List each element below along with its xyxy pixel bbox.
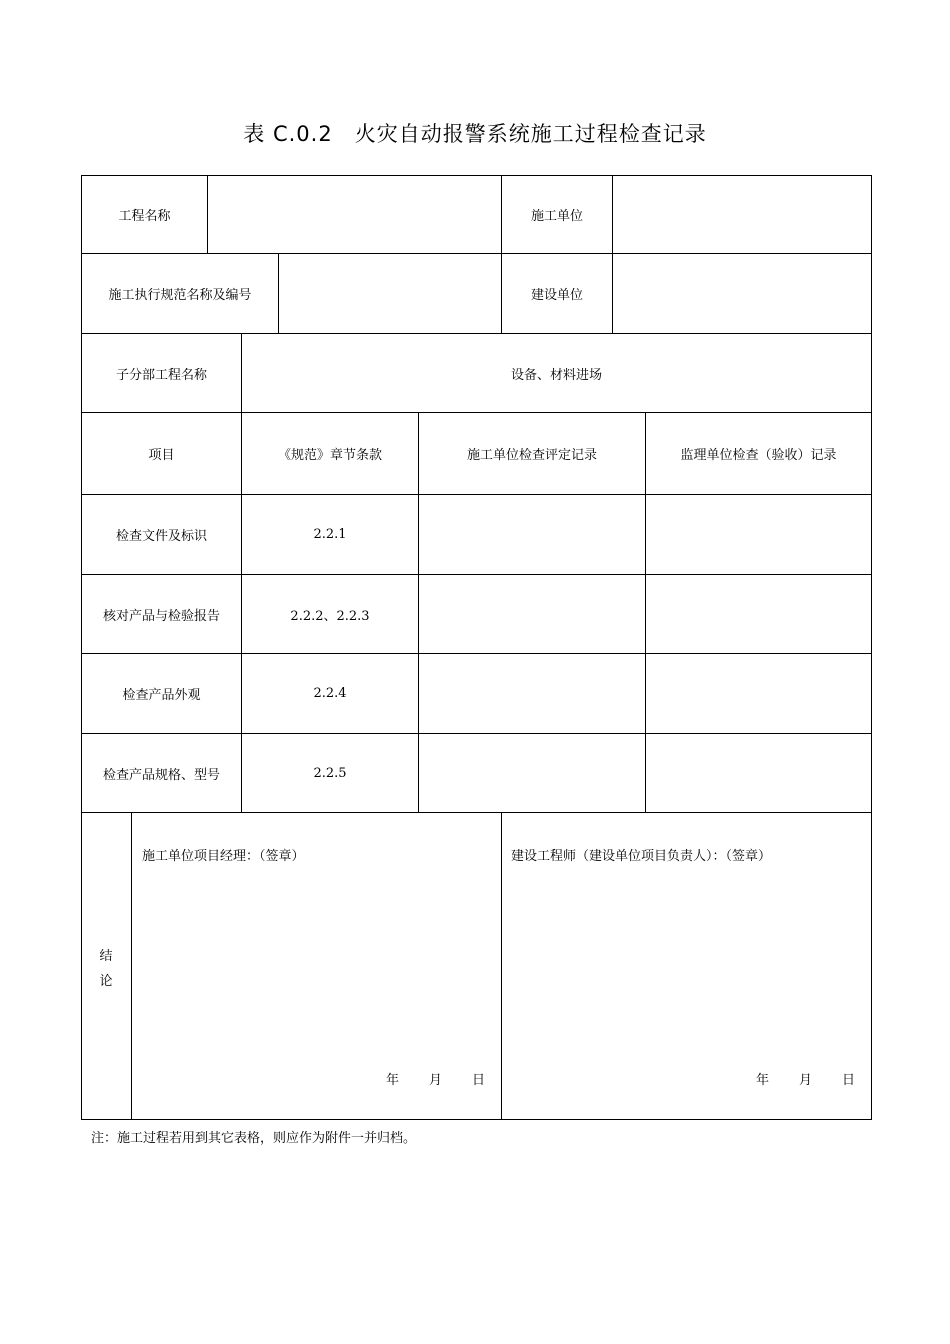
construction-record-field[interactable] [424,520,644,550]
standard-field[interactable] [283,279,501,309]
construction-unit-label: 施工单位 [530,209,583,224]
column-header-clause: 《规范》章节条款 [277,448,382,463]
project-name-label: 工程名称 [118,209,171,224]
col-divider [131,812,132,1120]
day-label: 日 [472,1073,486,1088]
col-divider [207,175,208,254]
row-item: 核对产品与检验报告 [102,608,220,624]
owner-unit-field[interactable] [617,279,871,309]
subproject-value: 设备、材料进场 [510,367,602,383]
project-name-field[interactable] [212,200,501,230]
day-label: 日 [842,1073,856,1088]
construction-record-field[interactable] [424,759,644,789]
row-item: 检查产品规格、型号 [102,767,220,783]
standard-label: 施工执行规范名称及编号 [108,288,252,303]
column-header-construction-record: 施工单位检查评定记录 [466,448,597,463]
col-divider [501,812,502,1120]
supervision-record-field[interactable] [651,759,871,789]
left-signer-label: 施工单位项目经理：（签章） [142,849,305,864]
row-clause: 2.2.1 [313,527,347,542]
col-divider [278,253,279,334]
supervision-record-field[interactable] [651,679,871,709]
row-divider [81,812,872,813]
month-label: 月 [799,1073,813,1088]
year-label: 年 [756,1073,770,1088]
construction-record-field[interactable] [424,679,644,709]
col-divider [612,175,613,334]
row-clause: 2.2.5 [313,765,347,781]
right-date [756,1069,855,1088]
form-name: 火灾自动报警系统施工过程检查记录 [354,122,707,146]
row-item: 检查文件及标识 [115,529,207,544]
footnote: 注：施工过程若用到其它表格，则应作为附件一并归档。 [91,1131,417,1146]
row-clause: 2.2.2、2.2.3 [290,608,370,624]
construction-unit-field[interactable] [617,200,871,230]
column-header-supervision-record: 监理单位检查（验收）记录 [680,448,837,463]
month-label: 月 [429,1073,443,1088]
conclusion-label-char: 结 [99,949,113,964]
left-date [386,1069,485,1088]
page-title [0,118,950,148]
conclusion-label-char: 论 [99,974,113,989]
year-label: 年 [386,1073,400,1088]
conclusion-label [98,944,114,994]
row-item: 检查产品外观 [122,688,201,703]
right-signer-label: 建设工程师（建设单位项目负责人）：（签章） [511,849,772,864]
form-code: 表 C.0.2 [243,122,333,146]
supervision-record-field[interactable] [651,520,871,550]
row-clause: 2.2.4 [313,686,347,701]
column-header-item: 项目 [148,448,175,463]
owner-unit-label: 建设单位 [530,288,583,303]
construction-record-field[interactable] [424,600,644,630]
supervision-record-field[interactable] [651,600,871,630]
subproject-label: 子分部工程名称 [115,367,207,383]
